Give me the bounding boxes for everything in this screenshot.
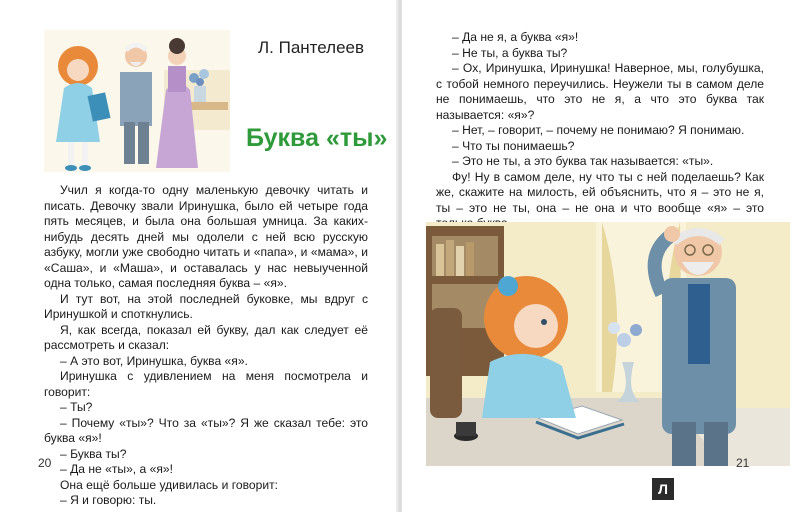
paragraph: – Ох, Иринушка, Иринушка! Наверное, мы, голубушка, с тобой немного переучились. Неужели ты в самом деле не понимаешь, что это не я, а что это буква так называется: «я»? — [436, 61, 764, 122]
paragraph: – Нет, – говорит, – почему не понимаю? Я понимаю. — [452, 123, 745, 137]
paragraph: Она ещё больше удивилась и говорит: — [60, 477, 278, 492]
publisher-logo: Л — [652, 478, 674, 500]
paragraph: – Я и говорю: ты. — [60, 493, 157, 507]
paragraph: – Да не «ты», а «я»! — [60, 462, 173, 476]
paragraph: – Да не я, а буква «я»! — [452, 30, 579, 44]
paragraph: Я, как всегда, показал ей букву, дал как следует её рассмотреть и сказал: — [44, 322, 368, 352]
right-page — [402, 0, 800, 512]
left-page-text — [44, 183, 368, 509]
paragraph: – Что ты понимаешь? — [452, 138, 575, 153]
paragraph: – Почему «ты»? Что за «ты»? Я же сказал тебе: это буква «я»! — [44, 415, 368, 445]
paragraph: Иринушка с удивлением на меня посмотрела и говорит: — [44, 369, 368, 399]
page-number-right: 21 — [736, 456, 750, 470]
lesson-illustration — [426, 222, 790, 466]
left-page — [0, 0, 398, 512]
paragraph: – Не ты, а буква ты? — [452, 45, 568, 60]
paragraph: И тут вот, на этой последней буковке, мы вдруг с Иринушкой и споткнулись. — [44, 291, 368, 321]
paragraph: – Ты? — [60, 400, 93, 414]
paragraph: Учил я когда-то одну маленькую девочку читать и писать. Девочку звали Иринушка, было ей четыре года пять месяцев, и была она большая умница. За каких-нибудь десять дней мы одолели с ней всю русскую азбуку, могли уже свободно читать и «папа», и «мама», и «Саша», и «Маша», и оставалась у нас невыученной одна только, самая последняя буква – «я». — [44, 183, 368, 290]
paragraph: – Это не ты, а это буква так называется: «ты». — [452, 154, 714, 168]
page-number-left: 20 — [38, 456, 52, 470]
right-page-text — [436, 30, 764, 232]
family-illustration — [44, 30, 230, 172]
paragraph: Фу! Ну в самом деле, ну что ты с ней поделаешь? Как же, скажите на милость, ей объяснить, что я – это не я, ты – это не ты, она – не она и что вообще «я» – это — [436, 169, 764, 215]
author-name: Л. Пантелеев — [258, 38, 365, 57]
paragraph: – А это вот, Иринушка, буква «я». — [60, 353, 248, 368]
story-title: Буква «ты» — [246, 124, 388, 152]
paragraph: – Буква ты? — [60, 446, 127, 461]
